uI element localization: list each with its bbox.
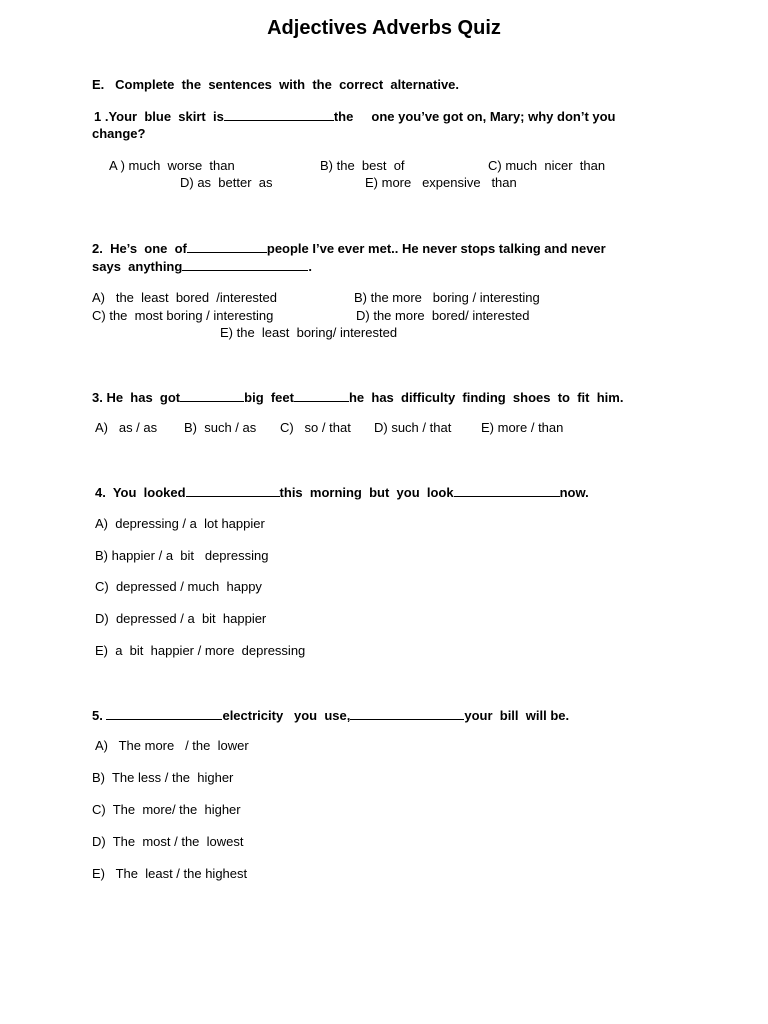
question-2-text-c: says anything xyxy=(92,259,183,274)
question-5-option-b[interactable]: B) The less / the higher xyxy=(92,770,234,785)
question-1-option-b[interactable]: B) the best of xyxy=(320,158,405,173)
question-3-text-a: 3. He has got xyxy=(92,390,181,405)
question-3-text-c: he has difficulty finding shoes to fit him. xyxy=(348,390,624,405)
question-5-option-e[interactable]: E) The least / the highest xyxy=(92,866,248,881)
quiz-title: Adjectives Adverbs Quiz xyxy=(267,17,501,39)
question-1-text-b: the xyxy=(333,109,354,124)
question-1-option-e[interactable]: E) more expensive than xyxy=(365,175,517,190)
question-3-option-a[interactable]: A) as / as xyxy=(95,420,158,435)
question-2-option-e[interactable]: E) the least boring/ interested xyxy=(220,325,398,340)
question-3-option-e[interactable]: E) more / than xyxy=(481,420,564,435)
question-1-option-d[interactable]: D) as better as xyxy=(180,175,273,190)
question-5-option-d[interactable]: D) The most / the lowest xyxy=(92,834,244,849)
question-2-option-a[interactable]: A) the least bored /interested xyxy=(92,290,277,305)
question-5-blank-2[interactable] xyxy=(350,707,464,720)
question-5-option-a[interactable]: A) The more / the lower xyxy=(95,738,249,753)
question-3-option-c[interactable]: C) so / that xyxy=(280,420,351,435)
question-2-option-d[interactable]: D) the more bored/ interested xyxy=(356,308,530,323)
question-5-number: 5. xyxy=(92,708,103,723)
question-5-option-c[interactable]: C) The more/ the higher xyxy=(92,802,241,817)
question-4-option-a[interactable]: A) depressing / a lot happier xyxy=(95,516,265,531)
question-5-blank-1[interactable] xyxy=(106,707,222,720)
question-4-text-a: 4. You looked xyxy=(95,485,186,500)
question-5-text-b: your bill will be. xyxy=(464,708,570,723)
question-1-line-1 xyxy=(94,108,616,124)
question-2-text-b: people I’ve ever met.. He never stops talking and never xyxy=(266,241,606,256)
question-2-line-2 xyxy=(92,258,312,274)
question-3-line-1 xyxy=(92,389,623,405)
question-1-option-c[interactable]: C) much nicer than xyxy=(488,158,606,173)
question-3-blank-1[interactable] xyxy=(180,389,244,402)
question-4-option-e[interactable]: E) a bit happier / more depressing xyxy=(95,643,306,658)
question-5-text-a: electricity you use, xyxy=(222,708,351,723)
question-2-line-1 xyxy=(92,240,606,256)
question-4-text-b: this morning but you look xyxy=(279,485,454,500)
question-5-line-1 xyxy=(92,707,569,723)
question-1-text-c: one you’ve got on, Mary; why don’t you xyxy=(371,109,616,124)
question-3-option-d[interactable]: D) such / that xyxy=(374,420,452,435)
question-3-text-b: big feet xyxy=(244,390,294,405)
question-4-option-c[interactable]: C) depressed / much happy xyxy=(95,579,262,594)
question-4-line-1 xyxy=(95,484,589,500)
question-4-blank-2[interactable] xyxy=(454,484,560,497)
question-1-text-d: change? xyxy=(92,126,146,141)
question-2-blank-1[interactable] xyxy=(187,240,267,253)
question-1-number: 1 . xyxy=(94,109,109,124)
instruction-text: Complete the sentences with the correct alternative. xyxy=(115,77,460,92)
question-3-option-b[interactable]: B) such / as xyxy=(184,420,257,435)
question-3-blank-2[interactable] xyxy=(294,389,349,402)
question-4-text-c: now. xyxy=(559,485,589,500)
question-2-option-c[interactable]: C) the most boring / interesting xyxy=(92,308,274,323)
question-1-option-a[interactable]: A ) much worse than xyxy=(109,158,235,173)
question-4-blank-1[interactable] xyxy=(186,484,280,497)
question-2-text-a: 2. He’s one of xyxy=(92,241,187,256)
question-2-option-b[interactable]: B) the more boring / interesting xyxy=(354,290,540,305)
instruction xyxy=(92,77,459,92)
question-1-text-a: Your blue skirt is xyxy=(108,109,224,124)
question-1-blank-1[interactable] xyxy=(224,108,334,121)
instruction-label: E. xyxy=(92,77,105,92)
question-2-text-d: . xyxy=(308,259,312,274)
question-4-option-b[interactable]: B) happier / a bit depressing xyxy=(95,548,269,563)
question-2-blank-2[interactable] xyxy=(182,258,308,271)
question-4-option-d[interactable]: D) depressed / a bit happier xyxy=(95,611,267,626)
